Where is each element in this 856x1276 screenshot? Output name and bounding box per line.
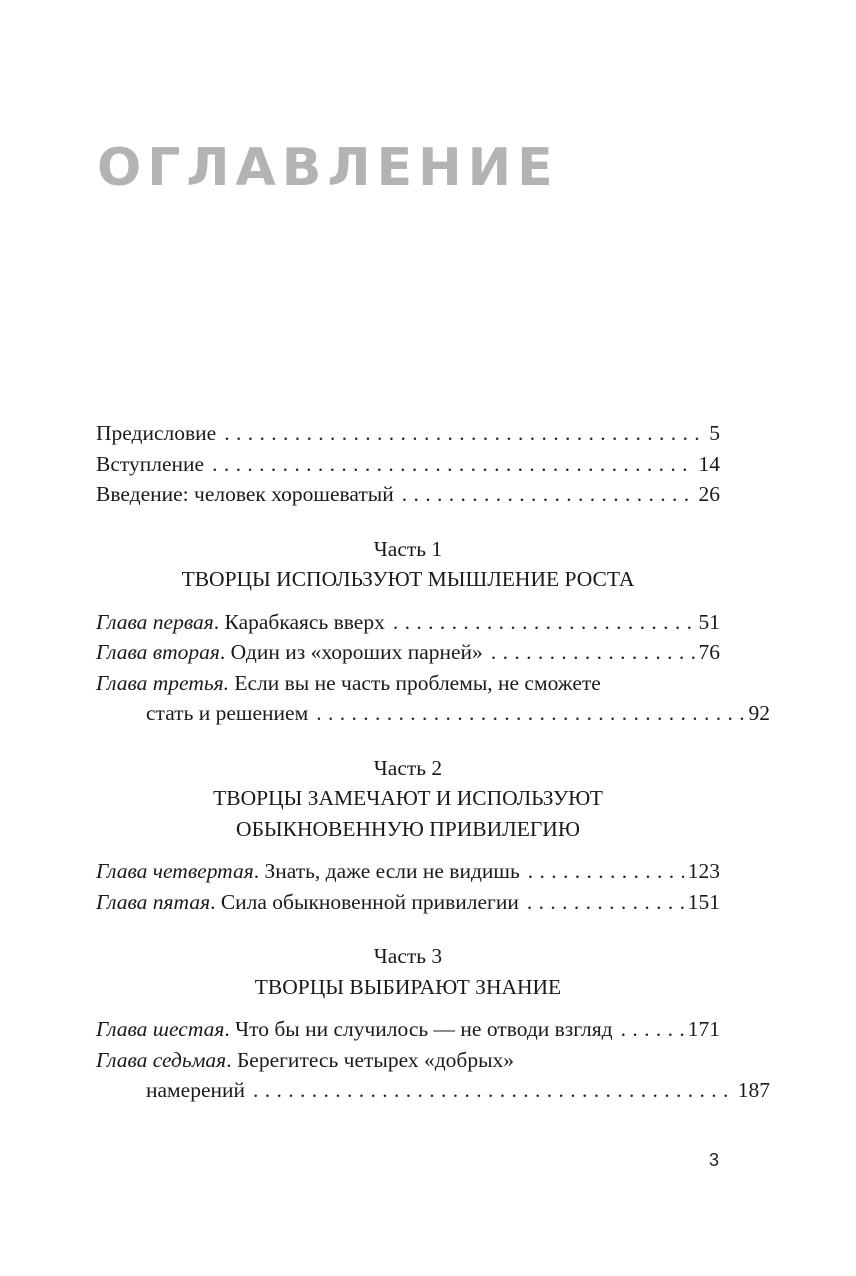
chapter-title: . Карабкаясь вверх	[213, 609, 385, 634]
entry-title: Введение: человек хорошеватый	[96, 482, 394, 506]
chapter-prefix: Глава третья.	[96, 670, 229, 695]
dot-leader	[224, 418, 705, 449]
entry-page: 26	[698, 482, 720, 506]
chapter-prefix: Глава пятая	[96, 889, 211, 914]
toc-entry-chapter[interactable]	[96, 1014, 720, 1045]
dot-leader	[402, 479, 695, 510]
part-title: ТВОРЦЫ ВЫБИРАЮТ ЗНАНИЕ	[254, 974, 562, 999]
chapter-prefix: Глава вторая	[96, 640, 220, 664]
toc-entry-chapter-line2[interactable]	[96, 698, 770, 729]
entry-page: 123	[687, 859, 720, 883]
chapter-prefix: Глава седьмая	[96, 1047, 227, 1072]
chapter-title: . Что бы ни случилось — не отводи взгляд	[224, 1017, 613, 1041]
part-label: Часть 1	[373, 536, 443, 561]
dot-leader	[528, 856, 684, 887]
entry-page: 76	[698, 640, 720, 664]
entry-page: 151	[687, 889, 720, 914]
dot-leader	[527, 887, 684, 918]
entry-title: Предисловие	[96, 421, 217, 445]
table-of-contents	[96, 418, 770, 1106]
toc-entry-chapter-line1[interactable]	[96, 668, 720, 699]
part-title: ТВОРЦЫ ИСПОЛЬЗУЮТ МЫШЛЕНИЕ РОСТА	[181, 567, 635, 591]
toc-entry-preface[interactable]	[96, 418, 720, 449]
toc-entry-intro[interactable]	[96, 449, 720, 480]
toc-entry-chapter[interactable]	[96, 637, 720, 668]
dot-leader	[212, 449, 694, 480]
toc-entry-introduction[interactable]	[96, 479, 720, 510]
part-label: Часть 3	[373, 944, 443, 968]
dot-leader	[621, 1014, 684, 1045]
part-label: Часть 2	[373, 755, 443, 780]
chapter-prefix: Глава первая	[96, 609, 214, 634]
dot-leader	[253, 1075, 734, 1106]
chapter-title: . Берегитесь четырех «добрых»	[226, 1047, 515, 1072]
toc-entry-chapter[interactable]	[96, 887, 720, 918]
entry-title	[96, 607, 385, 638]
dot-leader	[393, 607, 695, 638]
dot-leader	[491, 637, 695, 668]
dot-leader	[316, 698, 744, 729]
chapter-title: . Один из «хороших парней»	[219, 640, 483, 664]
chapter-title-continued: намерений	[146, 1078, 246, 1102]
chapter-title-continued: стать и решением	[146, 701, 309, 725]
entry-title	[96, 856, 520, 887]
page-number: 3	[708, 1150, 719, 1170]
toc-entry-chapter-line2[interactable]	[96, 1075, 770, 1106]
entry-title	[96, 887, 519, 918]
entry-page: 14	[698, 451, 720, 476]
toc-entry-chapter-line1[interactable]	[96, 1045, 720, 1076]
entry-page: 5	[709, 421, 720, 445]
chapter-title: Если вы не часть проблемы, не сможете	[229, 670, 601, 695]
entry-page: 51	[698, 609, 720, 634]
entry-page: 187	[737, 1078, 770, 1102]
part-title-line: ОБЫКНОВЕННУЮ ПРИВИЛЕГИЮ	[236, 816, 580, 841]
page-title: ОГЛАВЛЕНИЕ	[97, 138, 559, 198]
entry-title	[96, 1014, 613, 1045]
toc-entry-chapter[interactable]	[96, 607, 720, 638]
chapter-title: . Сила обыкновенной привилегии	[210, 889, 519, 914]
entry-page: 92	[748, 701, 770, 725]
part-title-line: ТВОРЦЫ ЗАМЕЧАЮТ И ИСПОЛЬЗУЮТ	[213, 786, 603, 810]
entry-page: 171	[687, 1017, 720, 1041]
chapter-prefix: Глава шестая	[96, 1017, 225, 1041]
entry-title	[96, 637, 483, 668]
toc-entry-chapter[interactable]	[96, 856, 720, 887]
chapter-title: . Знать, даже если не видишь	[253, 859, 520, 883]
entry-title: Вступление	[96, 451, 205, 476]
chapter-prefix: Глава четвертая	[96, 859, 254, 883]
